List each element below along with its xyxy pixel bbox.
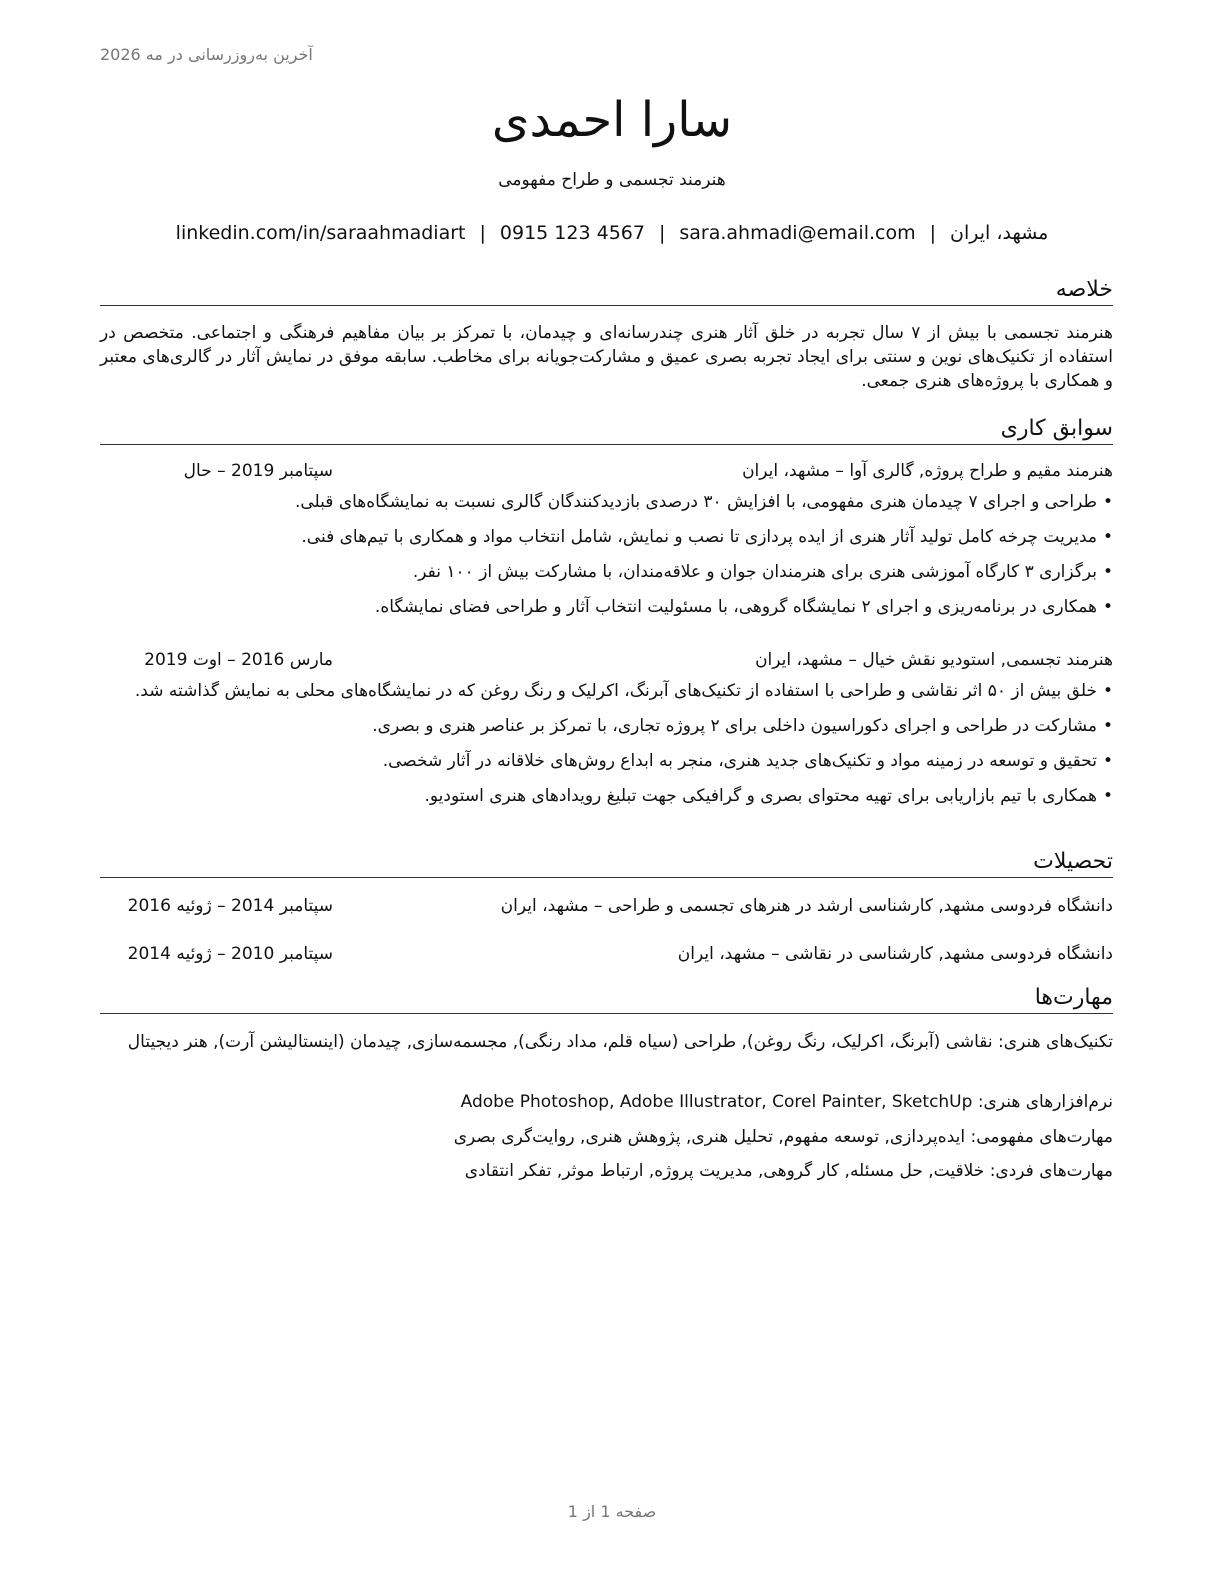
contact-separator: |: [929, 222, 937, 244]
skill-line: مهارت‌های فردی: خلاقیت, حل مسئله, کار گروهی, مدیریت پروژه, ارتباط موثر, تفکر انتقادی: [464, 1161, 1113, 1181]
job-bullet: • طراحی و اجرای ۷ چیدمان هنری مفهومی، با افزایش ۳۰ درصدی بازدیدکنندگان گالری نسبت به نمایشگاه‌های قبلی.: [100, 490, 1113, 514]
contact-line: [0, 222, 1224, 244]
contact-location: مشهد، ایران: [950, 222, 1049, 244]
skill-line: مهارت‌های مفهومی: ایده‌پردازی, توسعه مفهوم, تحلیل هنری, پژوهش هنری, روایت‌گری بصری: [453, 1127, 1113, 1147]
job-row: [100, 459, 1113, 483]
candidate-name: سارا احمدی: [491, 92, 733, 148]
job-bullet: • خلق بیش از ۵۰ اثر نقاشی و طراحی با استفاده از تکنیک‌های آبرنگ، اکرلیک و رنگ روغن که در نمایشگاه‌های محلی به نمایش گذاشته شد.: [100, 679, 1113, 703]
job-bullet: • برگزاری ۳ کارگاه آموزشی هنری برای هنرمندان جوان و علاقه‌مندان، با مشارکت بیش از ۱۰۰ نفر.: [100, 560, 1113, 584]
job-bullet: • همکاری با تیم بازاریابی برای تهیه محتوای بصری و گرافیکی جهت تبلیغ رویدادهای هنری استودیو.: [100, 784, 1113, 808]
skill-line: نرم‌افزارهای هنری: Adobe Photoshop, Adobe Illustrator, Corel Painter, SketchUp: [460, 1092, 1113, 1112]
experience-heading: سوابق کاری: [100, 415, 1113, 445]
job-bullets: [100, 490, 1113, 630]
skills-heading: مهارت‌ها: [100, 984, 1113, 1014]
job-dates: مارس 2016 – اوت 2019: [144, 650, 333, 670]
job-bullet: • مشارکت در طراحی و اجرای دکوراسیون داخلی برای ۲ پروژه تجاری، با تمرکز بر عناصر هنری و بصری.: [100, 714, 1113, 738]
education-dates: سپتامبر 2010 – ژوئیه 2014: [127, 944, 333, 964]
page-number: صفحه 1 از 1: [567, 1502, 657, 1521]
contact-separator: |: [479, 222, 486, 244]
contact-email[interactable]: sara.ahmadi@email.com: [679, 222, 916, 244]
job-role: هنرمند تجسمی, استودیو نقش خیال – مشهد، ایران: [755, 650, 1113, 670]
education-degree: دانشگاه فردوسی مشهد, کارشناسی در نقاشی – مشهد، ایران: [677, 944, 1113, 964]
education-degree: دانشگاه فردوسی مشهد, کارشناسی ارشد در هنرهای تجسمی و طراحی – مشهد، ایران: [500, 896, 1113, 916]
job-bullet: • تحقیق و توسعه در زمینه مواد و تکنیک‌های جدید هنری، منجر به ابداع روش‌های خلاقانه در آثار شخصی.: [100, 749, 1113, 773]
education-heading: تحصیلات: [100, 848, 1113, 878]
last-updated: آخرین به‌روزرسانی در مه 2026: [100, 45, 313, 64]
education-dates: سپتامبر 2014 – ژوئیه 2016: [127, 896, 333, 916]
education-row: [100, 894, 1113, 918]
job-bullet: • مدیریت چرخه کامل تولید آثار هنری از ایده پردازی تا نصب و نمایش، شامل انتخاب مواد و همکاری با تیم‌های فنی.: [100, 525, 1113, 549]
summary-heading: خلاصه: [100, 276, 1113, 306]
skill-line: تکنیک‌های هنری: نقاشی (آبرنگ، اکرلیک، رنگ روغن), طراحی (سیاه قلم، مداد رنگی), مجسمه‌سازی, چیدمان (اینستالیشن آرت), هنر دیجیتال: [127, 1032, 1113, 1052]
job-row: [100, 648, 1113, 672]
job-dates: سپتامبر 2019 – حال: [183, 461, 333, 481]
candidate-title: هنرمند تجسمی و طراح مفهومی: [498, 170, 726, 190]
contact-phone[interactable]: 0915 123 4567: [499, 222, 645, 244]
job-role: هنرمند مقیم و طراح پروژه, گالری آوا – مشهد، ایران: [742, 461, 1113, 481]
education-row: [100, 942, 1113, 966]
summary-text: هنرمند تجسمی با بیش از ۷ سال تجربه در خلق آثار هنری چندرسانه‌ای و چیدمان، با تمرکز بر بیان مفاهیم فرهنگی و اجتماعی. متخصص در استفاده از تکنیک‌های نوین و سنتی برای ایجاد تجربه بصری عمیق و مشارکت‌جویانه برای مخاطب. سابقه موفق در نمایش آثار در گالری‌های معتبر و همکاری با پروژه‌های هنری جمعی.: [100, 323, 1113, 391]
job-bullet: • همکاری در برنامه‌ریزی و اجرای ۲ نمایشگاه گروهی، با مسئولیت انتخاب آثار و طراحی فضای نمایشگاه.: [100, 595, 1113, 619]
contact-separator: |: [658, 222, 666, 244]
contact-linkedin[interactable]: linkedin.com/in/saraahmadiart: [175, 222, 466, 244]
job-bullets: [100, 679, 1113, 819]
